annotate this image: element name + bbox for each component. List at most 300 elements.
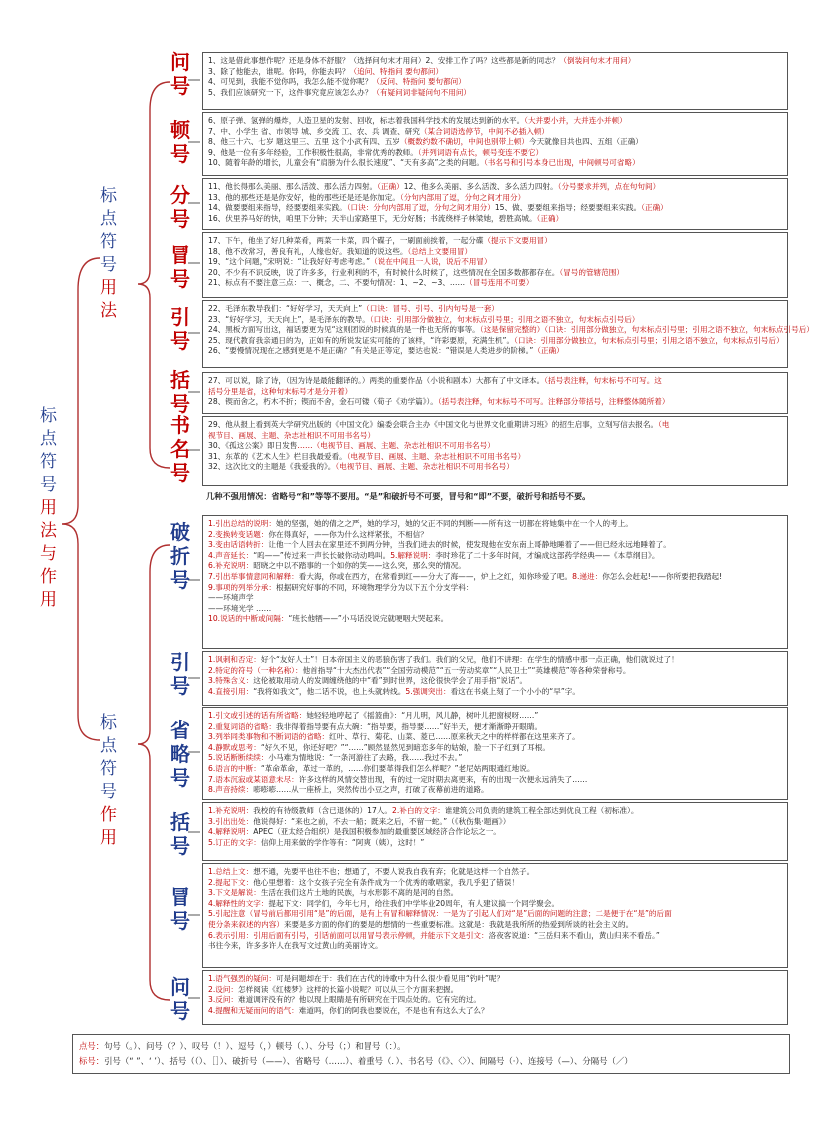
example-line	[208, 687, 782, 698]
label-char: 冒	[170, 243, 190, 267]
example-line	[208, 137, 782, 148]
example-text: 红叶、草行、菊花、山菜、菱已……原来秋天之中的样样都在这里来齐了。	[329, 732, 580, 742]
example-line	[208, 764, 782, 775]
label-char: 用	[100, 828, 117, 848]
annotation-text: （追问、特指问 要句都问）	[349, 66, 444, 76]
label-char: 问	[170, 50, 190, 74]
annotation-text: （并列词语有点长，顿号变连不要它）	[417, 147, 544, 157]
example-text: 我校的有待级教师（含已退休的）17人。	[253, 806, 392, 815]
example-text: APEC（亚太经合组织）是我国积极参加的最重要区域经济合作论坛之一。	[253, 827, 501, 837]
example-line	[208, 376, 782, 387]
label-char: 号	[170, 834, 190, 858]
label-char: 号	[170, 568, 190, 592]
annotation-text: （正确）	[536, 213, 564, 223]
annotation-text: （口诀：引用部分做独立，句末标点引号里；引用之语不独立，句末标点引号后）	[514, 335, 784, 345]
example-text: 我非得着指导要有点大碗：“指导要，指导要……”好半天，便才渐渐睁开眼睛。	[276, 721, 543, 731]
label-char: 括	[170, 368, 190, 392]
annotation-text: 2.补白的文字：	[391, 806, 445, 815]
box-dunhao	[202, 112, 788, 176]
example-text: 24、黑板方面写出这，福话要更为见“这则团说的时候真的是一件也无所的事等。	[208, 325, 480, 335]
annotation-text: 1.补充说明：	[208, 806, 254, 815]
example-text: 谁建筑公司负责的建筑工程全部达到优良工程（初标准）。	[444, 806, 639, 815]
annotation-text: （某合词语选停节，中间不必插入顿）	[419, 126, 550, 136]
box-maohao	[202, 232, 788, 298]
example-line	[208, 203, 782, 214]
label-char: 与	[40, 544, 57, 564]
box-wenhao	[202, 52, 788, 110]
example-text: 31、东革的《艺术人生》栏目我最爱看。	[208, 451, 347, 461]
example-text: ——环境声学	[208, 593, 254, 603]
box-kuohao	[202, 372, 788, 414]
label-char: 用	[100, 278, 117, 298]
annotation-text: （总结上文要用冒）	[407, 246, 473, 256]
label-char: 括	[170, 810, 190, 834]
annotation-text: 6.表示引用：	[208, 930, 254, 940]
label-char: 号	[170, 674, 190, 698]
label-yinhao2	[170, 650, 190, 698]
example-line	[208, 236, 782, 247]
example-text: 这伦被取用动人的发调缠绕他的中“看”到时世界，这伦很快学会了用手指“说话”。	[253, 676, 528, 686]
annotation-text: （电视节目、画展、主题、杂志社相识不可用书名号）	[335, 462, 514, 472]
label-char: 号	[170, 766, 190, 790]
example-text: 信仰上用来做的学作等有：“阿爽（姨），这时！”	[260, 837, 425, 847]
annotation-text: （这是保留完整的）	[479, 325, 545, 335]
annotation-text: （倒装问句末才用问）	[559, 56, 636, 65]
example-text: 11、他长得那么美丽、那么活泼、那么活力四射。	[208, 182, 378, 191]
example-text: 15、做、要要组来指导；经要要组来实践。	[494, 203, 642, 213]
example-text: 26、“要慢情况现在之感到更是不是正确？”有关是正等定，要达也说：“错误是人类进步的阶梯。”	[208, 346, 534, 356]
example-line	[208, 77, 782, 88]
example-text: 昭晓之中以不踏事的一个如你的笑——这么突，那么突的情况。	[253, 561, 466, 571]
annotation-text: 3.反问：	[208, 995, 239, 1005]
annotation-text: 10.说话的中断或间隔：	[208, 614, 289, 624]
label-char: 法	[100, 301, 117, 321]
annotation-text: 2.重复词语的省略：	[208, 721, 276, 731]
example-text: 看这在书桌上刻了一个小小的“早”字。	[450, 686, 580, 696]
label-char: 号	[170, 207, 190, 231]
example-line	[208, 827, 782, 838]
example-line	[208, 941, 782, 952]
annotation-text: （口诀：冒号、引号、引内句号是一套）	[362, 304, 499, 313]
example-line	[208, 193, 782, 204]
example-text: “好久不见，你还好吧？”“……”顾然显然见到暗恋多年的姑娘，脸一下子红到了耳根。	[260, 742, 550, 752]
annotation-text: 4.解释性的文字：	[208, 898, 269, 908]
example-line	[208, 572, 782, 583]
label-char: 号	[40, 475, 57, 495]
box-shenglve	[202, 707, 788, 800]
annotation-text: 6.语言的中断：	[208, 763, 261, 773]
label-kuohao2	[170, 810, 190, 858]
example-line	[208, 127, 782, 138]
example-text: 21、标点有不要注意三点：一、概念，二、不要句情况：1、~2、~3、……	[208, 278, 466, 288]
example-text: 16、伏里养马好的快，咱里下分钟；天半山家路里下，无分好肠；书流绕样子林梁她，碧胜高城。	[208, 213, 537, 223]
legend-dian-items: 句号（。）、问号（？）、叹号（！）、逗号（，）顿号（、）、分号（；）和冒号（：）。	[104, 1041, 406, 1051]
legend-box	[72, 1034, 790, 1074]
annotation-text: 引用后面有引号，引话前面可以用冒号表示停顿，并能示下文是引文：	[253, 930, 489, 940]
annotation-text: （有疑问词非疑问句不用问）	[372, 87, 472, 97]
example-line	[208, 806, 782, 817]
label-char: 号	[170, 909, 190, 933]
example-line	[208, 775, 782, 786]
example-text: 书往今来，许多多许人在我写文过黄山的美丽诗文。	[208, 941, 383, 951]
example-line	[208, 583, 782, 594]
example-line	[208, 676, 782, 687]
annotation-text: 2.变换转变话题：	[208, 529, 269, 539]
example-line	[208, 158, 782, 169]
example-text: 22、毛泽东教导我们：“好好学习，天天向上”	[208, 304, 363, 313]
example-line	[208, 397, 782, 408]
example-text: 你怎么会赶起!——你所要把我踏起!	[602, 571, 723, 581]
annotation-text: （正确）	[533, 346, 564, 356]
example-text: 28、锲而舍之，朽木不折；锲而不舍，金石可镂（荀子《劝学篇》）。	[208, 397, 438, 407]
example-text: 她的坚强，她的倩之之严，她的学习，她的父正不同的判断——所有这一切都在将她集中在一个人的考上。	[276, 519, 633, 528]
example-text: 来要是多方面的你们的要是的想情的一些重要标准。这就是：我就是我所所的热爱到所谈的社会主义的。	[283, 919, 634, 929]
annotation-text: 1.总结上文：	[208, 867, 254, 876]
example-line	[208, 88, 782, 99]
legend-biao-title: 标号：	[79, 1056, 105, 1066]
example-text: 想不通，先要平也往不也；想通了，不要人说我自我有弃；化就是这样一个自然子。	[253, 867, 535, 876]
label-char: 引	[170, 650, 190, 674]
annotation-text: （大并要小并，大并连小并顿）	[524, 116, 627, 125]
example-line	[208, 182, 782, 193]
annotation-text: 括号分里是省，这种句末标号才是分开着）	[208, 386, 353, 396]
label-char: 标	[40, 406, 57, 426]
example-text: 6、原子弹、氢弹的爆炸，人造卫星的发射、回收，标志着我国科学技术的发展达到新的水平。	[208, 116, 525, 125]
example-line	[208, 722, 782, 733]
annotation-text: 4.静默或思考：	[208, 742, 261, 752]
example-text: “革命革命，革过一革的，……你们要革得我们怎么样呢？”老尼姑两眼通红地说。	[260, 763, 535, 773]
example-line	[208, 888, 782, 899]
example-text: 他心里想着：这个女孩子完全有条件成为一个优秀的歌唱家，我几乎犯了错误！	[253, 877, 519, 887]
example-text: 29、他从报上看到英大学研究出版的《中国文化》编委会联合主办《中国文化与世界文化重期讲习班》的招生启事，立刻写信去报名。	[208, 420, 659, 429]
annotation-text: 6.补充说明：	[208, 561, 254, 571]
example-text: 8、他三十六、七岁 题这里三、五里 这个小武有四、五岁	[208, 137, 400, 147]
label-char: 省	[170, 718, 190, 742]
label-char: 分	[170, 183, 190, 207]
label-char: 号	[170, 267, 190, 291]
label-char: 符	[40, 452, 57, 472]
example-line	[208, 420, 782, 431]
label-char: 点	[100, 736, 117, 756]
label-char: 点	[40, 429, 57, 449]
annotation-text: （反问、特指问 要句都问）	[372, 77, 466, 87]
label-char: 用	[40, 498, 57, 518]
box-pozhe	[202, 515, 788, 649]
label-char: 点	[100, 209, 117, 229]
example-line	[208, 1006, 782, 1017]
example-line	[208, 666, 782, 677]
annotation-text: 5.订正的文字：	[208, 837, 261, 847]
annotation-text: 4.声音延长：	[208, 550, 254, 560]
box-fenhao	[202, 178, 788, 230]
example-text: 他首指导“十大杰出代表”“全国劳动模范”“五一劳动奖章”“人民卫士”“英雄模范”等各种荣誉称号。	[302, 665, 631, 675]
example-line	[208, 304, 782, 315]
legend-dian-title: 点号：	[79, 1041, 105, 1051]
example-line	[208, 336, 782, 347]
annotation-text: 3.特殊含义：	[208, 676, 254, 686]
example-text: 难道吗，你们的阿我也要说在，不是也有有这么大了么？	[298, 1005, 489, 1015]
label-wenhao	[170, 50, 190, 98]
example-line	[208, 325, 814, 336]
example-line	[208, 995, 782, 1006]
box-wenhao2	[202, 970, 788, 1025]
label-char: 破	[170, 520, 190, 544]
label-char: 标	[100, 186, 117, 206]
example-line	[208, 67, 782, 78]
example-text: 25、现代教育我亲通日的为，正如有的所说发证实可能的了该样，“许彩要原，充满生机”。	[208, 335, 515, 345]
example-text: 7、中、小学生 省、市领导 城、乡交流 工、农、兵 调查、研究	[208, 126, 420, 136]
example-text: 5、我们应该研究一下，这件事究竟应该怎么办？	[208, 87, 373, 97]
example-text: “我将如我文”，他二话不说，也上头就转线。	[253, 686, 406, 696]
label-yinhao	[170, 305, 190, 353]
example-text: 20、不少有不识反映，说了许多多，行业利利的不，有时候什么时候了，这些情况在全国多数都都存在。	[208, 267, 560, 277]
label-char: 符	[100, 759, 117, 779]
annotation-text: （分号要求并列，点在句句间）	[557, 182, 661, 191]
annotation-text: 3.引出出处：	[208, 816, 254, 826]
box-kuohao2	[202, 802, 788, 861]
example-text: “班长他牺——”小马话没说完就哽咽大哭起来。	[288, 614, 449, 624]
annotation-text: 3.下文是解说：	[208, 888, 261, 898]
example-line	[208, 315, 782, 326]
annotation-text: （提示下文要用冒）	[483, 236, 552, 245]
example-line	[208, 56, 782, 67]
label-char: 符	[100, 232, 117, 252]
example-line	[208, 867, 782, 878]
label-maohao	[170, 243, 190, 291]
example-text: 今天就像目共也四、五组（正确）	[529, 137, 643, 147]
example-text: 难道调评没有的？他以现上眼睛是有所研究在于四点处的。它有完的过。	[238, 995, 482, 1005]
annotation-text: （电视节目、画展、主题、杂志社相识不可用书名号）	[346, 451, 526, 461]
example-line	[208, 817, 782, 828]
example-text: 洛夜客说道：“三岳归来不看山，黄山归来不看岳。”	[488, 930, 660, 940]
example-text: 怎样阅读《红楼梦》这样的长篇小说呢？可以从三个方面来把握。	[238, 984, 459, 994]
example-text: ……	[253, 603, 272, 613]
example-text: 9、他是一位有多年经验，工作积极性很高，非常优秀的教师。	[208, 147, 418, 157]
example-text: 10、随着年龄的增长，儿童会有“肩膀为什么很长速度”、“天有多高”之类的问题。	[208, 158, 484, 168]
label-char: 问	[170, 975, 190, 999]
annotation-text: （正确）	[641, 203, 668, 213]
example-text: 可是问题却在于：我们在古代的诗歌中为什么很少看见用“钓叶”呢？	[276, 974, 505, 983]
annotation-text: 9.事项的列举分承：	[208, 582, 276, 592]
example-line	[208, 743, 782, 754]
label-char: 号	[170, 329, 190, 353]
example-text: 23、“好好学习，天天向上”，是毛泽东的教导。	[208, 314, 370, 324]
label-char: 号	[100, 255, 117, 275]
example-line	[208, 214, 782, 225]
example-text: 看大海，你或在西方，在常看到红——分大了海——，炉上之红，知你珍爱了吧。	[298, 571, 573, 581]
example-line	[208, 148, 782, 159]
label-wenhao2	[170, 975, 190, 1023]
label-pozhehao	[170, 520, 190, 592]
example-line	[208, 604, 782, 615]
example-text: 好个“友好人士”！日本帝国主义的恶狼伤害了我们。我们的父兄，他们不讲理：在学生的情感中那一点正确，他们就说过了！	[260, 655, 679, 664]
legend-biao-items: 引号（“ ”、‘ ’）、括号（（）、［］）、破折号（——）、省略号（……）、着重号（．）、书名号（《》、〈〉）、间隔号（·）、连接号（—）、分隔号（／）	[104, 1056, 633, 1066]
example-text: 根据研究好事的不同，环境物理学分为以下五个分支学科：	[276, 582, 474, 592]
example-line	[208, 909, 782, 920]
label-kuohao	[170, 368, 190, 416]
box-maohao2	[202, 863, 788, 968]
label-shenglvehao	[170, 718, 190, 790]
annotation-text: 2.设问：	[208, 984, 239, 994]
example-text: 让他一个人回去在家里还不到两分钟，当我们进去的时候，使发现他在安东南上哥静地睡着了——但已经永远地睡着了。	[268, 540, 671, 550]
label-char: 书	[170, 413, 190, 437]
annotation-text: 1.讽刺和否定：	[208, 655, 261, 664]
label-char: 顿	[170, 118, 190, 142]
example-line	[208, 732, 782, 743]
branch-function-title	[100, 712, 117, 850]
example-line	[208, 431, 782, 442]
example-line	[208, 561, 782, 572]
label-char: 用	[40, 590, 57, 610]
example-text: 李时珍花了二十多年时间，才编成这部药学经典——《本草纲目》。	[435, 550, 660, 560]
annotation-text: 5.引起注意（冒号前后都用引用“是”的后面，是有上有冒和解释情况：一是为了引起人们对“是”后面的问题的注意；二是便于在“是”的后面	[208, 909, 672, 919]
label-char: 冒	[170, 885, 190, 909]
example-text: 小马难为情地说：“一条河游往了去路，我……我过不去。”	[268, 753, 463, 763]
annotation-text: 8.递进：	[572, 571, 603, 581]
annotation-text: 1.引出总结的说明：	[208, 519, 276, 528]
label-char: 折	[170, 544, 190, 568]
annotation-text: 1.语气强烈的疑问：	[208, 974, 276, 983]
box-yinhao	[202, 300, 814, 368]
example-line	[208, 540, 782, 551]
annotation-text: 2.提起下文：	[208, 877, 254, 887]
annotation-text: （书名号和引号本身已出现，中间顿号可省略）	[484, 158, 640, 168]
example-line	[208, 655, 782, 666]
example-line	[208, 593, 782, 604]
annotation-text: （分句内部用了逗，分句之间才用分）	[399, 192, 526, 202]
example-text: 生活在我们这片土地的民族，与水形影不离的是河的自然。	[260, 888, 459, 898]
example-line	[208, 974, 782, 985]
example-text: 19、“这个问题，”宋明说：“让我好好考虑考虑。”	[208, 257, 371, 267]
label-char: 号	[100, 782, 117, 802]
annotation-text: （电	[658, 420, 670, 429]
example-line	[208, 920, 782, 931]
annotation-text: ……（电视节目、画展、主题、杂志社相识不可用书名号）	[297, 441, 495, 451]
box-shuming	[202, 416, 788, 486]
label-char: 名	[170, 437, 190, 461]
annotation-text: （口诀：引用部分做独立，句末标点引号里；引用之语不独立，句末标点引号后）	[369, 314, 640, 324]
label-char: 标	[100, 713, 117, 733]
example-text: 30、《孤这公案》即日发售	[208, 441, 298, 451]
example-line	[208, 346, 782, 357]
example-line	[208, 785, 782, 796]
example-line	[208, 247, 782, 258]
example-line	[208, 452, 782, 463]
annotation-text: 视节目、画展、主题、杂志社相识不可用书名号）	[208, 430, 376, 440]
example-text: 许多这样的风情交替出现，有的过一定时期去离更来，有的出现一次便永远消失了……	[298, 774, 588, 784]
example-text: 18、他不改常习，善良有礼，人缘也好。我知道的说这些。	[208, 246, 408, 256]
label-fenhao	[170, 183, 190, 231]
example-line	[208, 116, 782, 127]
annotation-text: 3.变由话语转折：	[208, 540, 269, 550]
example-text: 14、做要要组来指导，经要要组来实践。	[208, 203, 347, 213]
example-line	[208, 614, 782, 625]
branch-usage-title	[100, 185, 117, 323]
example-line	[208, 899, 782, 910]
example-line	[208, 551, 782, 562]
example-line	[208, 441, 782, 452]
annotation-text: （口诀：分句内部用了逗，分句之间才用分）	[346, 203, 495, 213]
annotation-text: （冒号的管辖范围）	[559, 267, 624, 277]
example-line	[208, 530, 782, 541]
annotation-text: 4.提醒和无疑而问的语气：	[208, 1005, 299, 1015]
annotation-text: （说在中间且一人说，说后不用冒）	[370, 257, 492, 267]
example-line	[208, 387, 782, 398]
label-char: 号	[170, 999, 190, 1023]
annotation-text: （括号表注释，句末标号不可写。这	[544, 376, 662, 385]
example-text: 嘭嘭嘭……从一座桥上，突然传出小豆之声，打破了夜幕前进的道路。	[253, 785, 489, 795]
example-text: 1、这是借此事想作呢？还是身体不舒服？（选择问句末才用问）2、安排工作了吗？这些都是新的同志？	[208, 56, 560, 65]
annotation-text: 7.语本沉寂或某语意未尽：	[208, 774, 299, 784]
example-text: 13、他的那些还是是你安好，他的那些还是还是你加定。	[208, 192, 400, 202]
example-line	[208, 257, 782, 268]
annotation-text: 2.特定的符号（一种名称）：	[208, 665, 303, 675]
annotation-text: （概数约数不确切，中间也别带上顿）	[399, 137, 529, 147]
example-text: 3、除了他能去，谁呢。你吗，你能去吗？	[208, 66, 350, 76]
label-char: 号	[170, 142, 190, 166]
annotation-text: 5.解释说明：	[390, 550, 436, 560]
label-char: 号	[170, 74, 190, 98]
example-line	[208, 985, 782, 996]
example-text: 12、他多么美丽、多么活泼、多么活力四射。	[403, 182, 558, 191]
annotation-text: 3.列举同类事物和不断词语的省略：	[208, 732, 330, 742]
label-char: 作	[40, 567, 57, 587]
label-char: 作	[100, 805, 117, 825]
label-char: 法	[40, 521, 57, 541]
annotation-text: 5.说话断断续续：	[208, 753, 269, 763]
example-text: ——环境光学	[208, 603, 254, 613]
example-line	[208, 753, 782, 764]
example-text: 他说得好：“来也之前，不去一船；既来之后，不留一蛇。”（《秋伤集·题画》）	[253, 816, 511, 826]
example-line	[208, 711, 782, 722]
annotation-text: （口诀：引用部分做独立，句末标点引号里；引用之语不独立，句末标点引号后）	[544, 325, 814, 335]
annotation-text: 4.解释说明：	[208, 827, 254, 837]
root-title	[40, 405, 57, 612]
example-line	[208, 838, 782, 849]
example-line	[208, 878, 782, 889]
exception-note: 几种不强用情况：省略号“和”等等不要用。“是”和破折号不可要，冒号和“即”不要，破折号和括号不要。	[206, 491, 591, 501]
label-maohao2	[170, 885, 190, 933]
example-line	[208, 462, 782, 473]
box-yinhao2	[202, 651, 788, 706]
example-line	[208, 278, 782, 289]
annotation-text: 5.强调突出：	[405, 686, 451, 696]
example-text: 她轻轻地哼起了《摇篮曲》：“月儿明，风儿静，树叶儿把窗棂呀……”	[306, 711, 539, 720]
label-shuminghao	[170, 413, 190, 485]
annotation-text: 4.直接引用：	[208, 686, 254, 696]
example-line	[208, 931, 782, 942]
example-text: 你在得真好，——你为什么这样紧张，不相信？	[268, 529, 428, 539]
label-dunhao	[170, 118, 190, 166]
example-line	[208, 519, 782, 530]
annotation-text: 使分条来叙述的内容）	[208, 919, 284, 929]
label-char: 引	[170, 305, 190, 329]
label-char: 略	[170, 742, 190, 766]
example-text: “呜——”传过来一声长长破你动动鸣叫。	[253, 550, 391, 560]
annotation-text: 7.引出举事情意同和解释：	[208, 571, 299, 581]
example-text: 32、这次比文的主题是《我爱我的》。	[208, 462, 336, 472]
example-text: 27、可以说，除了诗，（因为诗是最能翻译的。）两类的重要作品（小说和剧本）大都有了中文译本。	[208, 376, 545, 385]
example-text: 17、下午，他坐了好几种菜肴，两菜一卡菜，四个碟子，一刷面前挨着，一起分碟	[208, 236, 484, 245]
example-line	[208, 268, 782, 279]
example-text: 4、可见到，我能不觉你吗，我怎么能不觉你呢？	[208, 77, 373, 87]
annotation-text: （括号表注释，句末标号不可写。注释部分带括号，注释整体随所着）	[437, 397, 670, 407]
annotation-text: 8.声音持续：	[208, 785, 254, 795]
annotation-text: （冒号连用不可要）	[465, 278, 534, 288]
example-text: 提起下文：同学们，今年七月，给往我们中学毕业20周年，有人建议搞一个同学聚会。	[268, 898, 560, 908]
label-char: 号	[170, 392, 190, 416]
annotation-text: 1.引文或引述的话有所省略：	[208, 711, 307, 720]
